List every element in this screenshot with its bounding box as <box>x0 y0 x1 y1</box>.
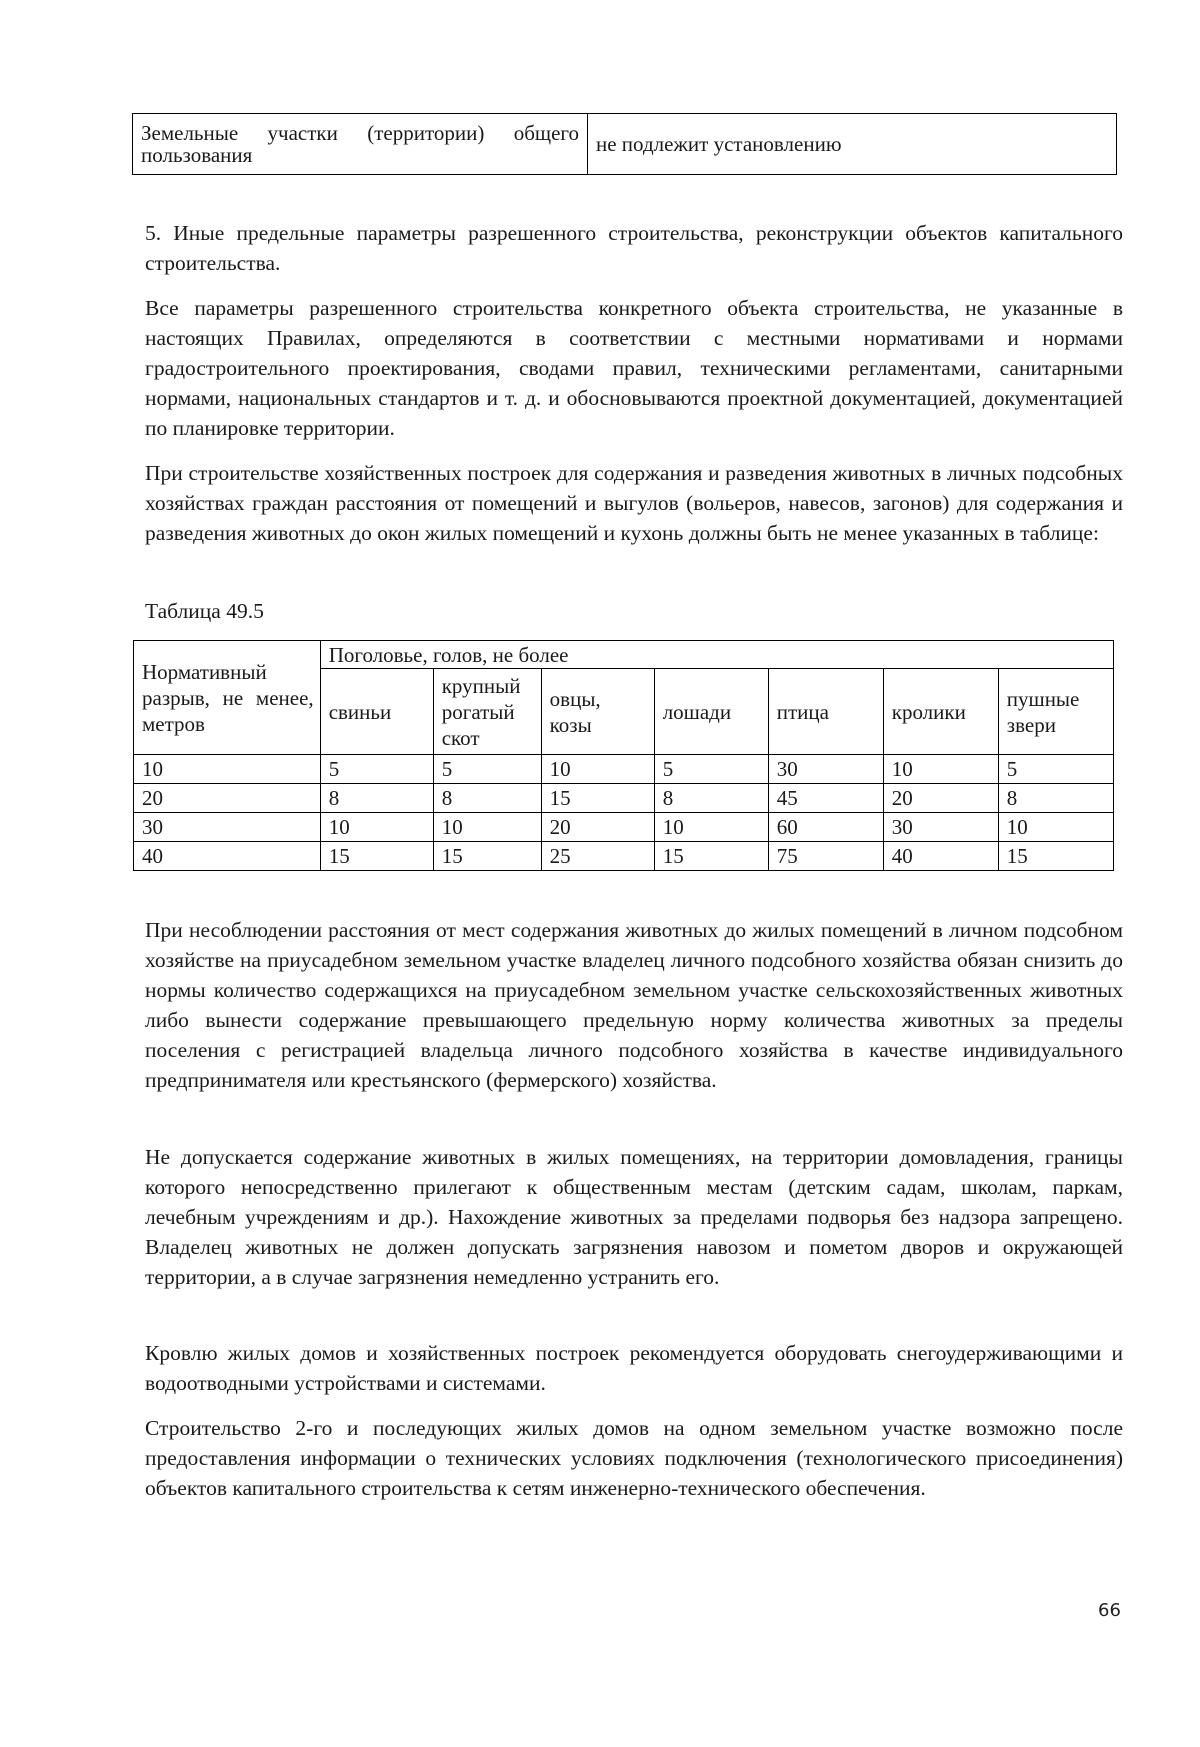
table-cell: 10 <box>134 755 321 784</box>
table-cell: 45 <box>768 784 883 813</box>
table-header-row <box>134 641 1114 669</box>
header-cell: крупный рогатый скот <box>433 669 541 755</box>
table-row <box>134 813 1114 842</box>
table-cell: 8 <box>654 784 768 813</box>
table-cell: 60 <box>768 813 883 842</box>
table-cell: 15 <box>541 784 654 813</box>
table-cell: 5 <box>320 755 433 784</box>
table-cell: 8 <box>998 784 1113 813</box>
table-row <box>134 755 1114 784</box>
paragraph: Строительство 2-го и последующих жилых домов на одном земельном участке возможно после предоставления информации о технических условиях подключения (технологического присоединения) объектов капитального строительства к сетям инженерно-технического обеспечения. <box>145 1416 1123 1500</box>
table-cell: 15 <box>433 842 541 871</box>
header-cell: овцы, козы <box>541 669 654 755</box>
header-cell: пушные звери <box>998 669 1113 755</box>
table-cell: 20 <box>541 813 654 842</box>
paragraph: Кровлю жилых домов и хозяйственных построек рекомендуется оборудовать снегоудерживающими и водоотводными устройствами и системами. <box>145 1341 1123 1395</box>
table-cell: Земельные участки (территории) общего пользования <box>133 114 588 175</box>
animals-distance-table <box>133 640 1114 871</box>
table-cell: 25 <box>541 842 654 871</box>
table-cell: 5 <box>998 755 1113 784</box>
table-cell: 10 <box>883 755 998 784</box>
table-cell: 15 <box>320 842 433 871</box>
paragraph: Все параметры разрешенного строительства конкретного объекта строительства, не указанные в настоящих Правилах, определяются в соответствии с местными нормативами и нормами градостроительного проектирования, сводами правил, техническими регламентами, санитарными нормами, национальных стандартов и т. д. и обосновываются проектной документацией, документацией по планировке территории. <box>145 296 1123 440</box>
table-cell: 20 <box>883 784 998 813</box>
table-cell: 10 <box>541 755 654 784</box>
table-cell: не подлежит установлению <box>588 114 1117 175</box>
paragraph: При несоблюдении расстояния от мест содержания животных до жилых помещений в личном подсобном хозяйстве на приусадебном земельном участке владелец личного подсобного хозяйства обязан снизить до нормы количество содержащихся на приусадебном земельном участке сельскохозяйственных животных либо вынести содержание превышающего предельную норму количества животных за пределы поселения с регистрацией владельца личного подсобного хозяйства в качестве индивидуального предпринимателя или крестьянского (фермерского) хозяйства. <box>145 918 1123 1092</box>
table-cell: 10 <box>433 813 541 842</box>
paragraph: При строительстве хозяйственных построек для содержания и разведения животных в личных подсобных хозяйствах граждан расстояния от помещений и выгулов (вольеров, навесов, загонов) для содержания и разведения животных до окон жилых помещений и кухонь должны быть не менее указанных в таблице: <box>145 461 1123 545</box>
table-cell: 8 <box>433 784 541 813</box>
table-cell: 8 <box>320 784 433 813</box>
table-cell: 10 <box>654 813 768 842</box>
table-cell: 15 <box>654 842 768 871</box>
land-use-table <box>132 113 1117 175</box>
header-cell-group: Поголовье, голов, не более <box>320 641 1113 669</box>
paragraph: Не допускается содержание животных в жилых помещениях, на территории домовладения, границы которого непосредственно прилегают к общественным местам (детским садам, школам, паркам, лечебным учреждениям и др.). Нахождение животных за пределами подворья без надзора запрещено. Владелец животных не должен допускать загрязнения навозом и пометом дворов и окружающей территории, а в случае загрязнения немедленно устранить его. <box>145 1145 1123 1289</box>
table-cell: 40 <box>134 842 321 871</box>
table-row <box>134 784 1114 813</box>
header-cell: птица <box>768 669 883 755</box>
header-cell-distance: Нормативный разрыв, не менее, метров <box>134 641 321 755</box>
table-cell: 30 <box>768 755 883 784</box>
table-cell: 20 <box>134 784 321 813</box>
table-caption: Таблица 49.5 <box>145 599 264 623</box>
table-cell: 5 <box>654 755 768 784</box>
table-cell: 30 <box>134 813 321 842</box>
table-cell: 10 <box>998 813 1113 842</box>
header-cell: лошади <box>654 669 768 755</box>
table-cell: 75 <box>768 842 883 871</box>
table-row <box>133 114 1117 175</box>
header-cell: кролики <box>883 669 998 755</box>
table-row <box>134 842 1114 871</box>
table-cell: 10 <box>320 813 433 842</box>
table-cell: 5 <box>433 755 541 784</box>
table-cell: 40 <box>883 842 998 871</box>
paragraph-section-5: 5. Иные предельные параметры разрешенного строительства, реконструкции объектов капитального строительства. <box>145 221 1123 275</box>
page-number: 66 <box>1098 1600 1121 1621</box>
table-cell: 30 <box>883 813 998 842</box>
header-cell: свиньи <box>320 669 433 755</box>
table-cell: 15 <box>998 842 1113 871</box>
